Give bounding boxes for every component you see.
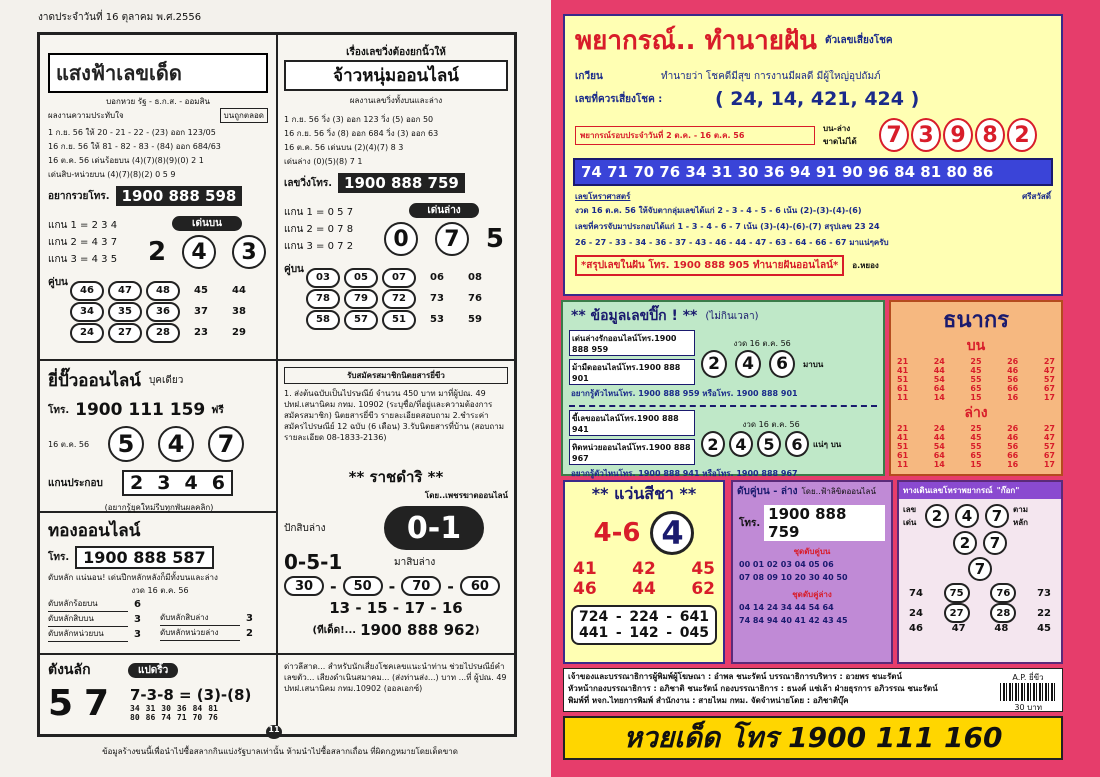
sub-label: มาสิบล่าง [394,556,436,568]
grid-cell: 65 [970,451,982,460]
grid-cell: 66 [1007,451,1019,460]
dream-block: พยากรณ์.. ทำนายฝัน ตัวเลขเสี่ยงโชค เกวียน ทำนายว่า โชคดีมีสุข การงานมีผลดี มีผู้ใหญ่อุปถัมภ์ เลขที่ควรเสี่ยงโชค : ( 24, 14, 421, 424 ) พยากรณ์รอบประจำวันที่ 2 ต.ค. - 16 ต.ค. 56 บน-ล่าง ขาดไม่ได้ 7 3 9 8 2 74 71 70 76 34 31 30 36 94 91 90 96 84 81 80 86 เลขโหราศาสตร์ ศรีสวัสดิ์ งวด 16 ต.ค. 56 ให้จับตากลุ่มเลขได้แก่ 2 - 3 - 4 - 5 - 6 เน้น (2)-(3)-(4)-(6) เลขที่ควรจับมาประกอบได้แก่ 1 - 3 - 4 - 6 - 7 เน้น (3)-(4)-(6)-(7) สรุปเลข 23 24 26 - 27 - 33 - 34 - 36 - 37 - 43 - 46 - 44 - 47 - 63 - 64 - 66 - 67 มาแน่ๆครับ *สรุปเลขในฝัน โทร. 1900 888 905 ทำนายฝันออนไลน์* อ.หยอง [563,14,1063,296]
box-desc: ดับหลัก แน่นอน! เด่นปีกหลักหลังก็มีทั้งบนและล่าง [48,573,218,582]
result-row: เด่นสิบ-หน่วยบน (4)(7)(8)(2) 0 5 9 [48,170,176,179]
box-date: 16 ต.ค. 56 [48,439,90,449]
lucky-label: เลขที่ควรเสี่ยงโชค : [575,93,663,105]
grid-cell: 16 [1007,460,1019,469]
grid-cell: 41 [897,366,909,375]
left-frame [37,32,517,737]
grid-cell: 41 [897,433,909,442]
grid-cell: 66 [1007,384,1019,393]
astro-line: 26 - 27 - 33 - 34 - 36 - 37 - 43 - 46 - 44 - 47 - 63 - 64 - 66 - 67 มาแน่ๆครับ [575,238,889,247]
box-subscribe [284,367,508,443]
pair-label: คู่บน [48,277,68,288]
big-digit-circle: 0 [384,222,418,256]
grid-cell: 25 [970,357,982,366]
box-note: (อยากรู้ยุคใหม่รีบทุกพันผลคลิก) [104,503,214,512]
box-title: ยี่ปั๊วออนไลน์ [48,371,141,391]
green-block: ** ข้อมูลเลขปิ๊ก ! ** (ไม่กินเวลา) เด่นล่างรักออนไลน์โทร.1900 888 959 ม้ามืดออนไลน์โทร.1900 888 901 งวด 16 ต.ค. 56 2 4 6 มาบน อยากรู้ตัวไหนโทร. 1900 888 959 หรือโทร. 1900 888 901 ขี้เลขออนไลน์โทร.1900 888 941 ทิดหน่วยออนไลน์โทร.1900 888 967 งวด 16 ต.ค. 56 2 4 5 6 แน่ๆ บน อยากรู้ตัวไหนโทร. 1900 888 941 หรือโทร. 1900 888 967 [561,300,885,476]
box-saengfah [48,53,268,343]
pair-label: คู่บน [284,264,304,275]
num-line: 13 - 15 - 17 - 16 [329,599,463,617]
up-grid [891,357,1061,402]
down-label: ล่าง [964,405,988,421]
top-label: ปักสิบล่าง [284,522,326,534]
box-sub: บอกหวย รัฐ - ธ.ก.ส. - ออมสิน [106,97,210,106]
result-row: เด่นล่าง (0)(5)(8) 7 1 [284,157,363,166]
grid-cell: 24 [933,424,945,433]
waensi-block: ** แว่นสีชา ** 4-6 4 41 42 45 46 44 62 724 - 224 - 641 441 - 142 - 045 [563,480,725,664]
grid-cell: 47 [1043,433,1055,442]
grid-row [897,451,1055,460]
grid-cell: 51 [897,375,909,384]
gang-row: แกน 2 = 4 3 7 [48,237,118,248]
grid-row [897,375,1055,384]
box-by: โดย..เพชรฆาตออนไลน์ [424,491,508,500]
grid-cell: 64 [933,451,945,460]
phone-number[interactable]: 1900 888 962 [360,621,475,639]
result-row: 16 ต.ค. 56 เด่นบน (2)(4)(7) 8 3 [284,143,404,152]
grid-cell: 11 [897,393,909,402]
big-digit-circle: 5 [108,426,144,462]
phone-number[interactable]: 1900 888 759 [764,505,885,541]
grid-cell: 76 [990,583,1016,603]
grid-row [897,393,1055,402]
highlight-pill: เด่นบน [172,216,242,231]
grid-cell: 21 [897,424,909,433]
big-digit-circle: 4 [158,426,194,462]
box-tag: บุคเดียว [148,375,184,386]
box-sub2: ผลงานความประทับใจ [48,111,124,120]
grid-cell: 26 [1007,424,1019,433]
astro-title: ทางเดินเลขโหราพยากรณ์ [903,486,993,495]
result-row: 16 ก.ย. 56 ให้ 81 - 82 - 83 - (84) ออก 684/63 [48,142,221,151]
lucky-numbers: ( 24, 14, 421, 424 ) [715,88,920,110]
box-sub: ผลงานเลขวิ่งทั้งบนและล่าง [349,96,443,105]
result-row: 1 ก.ย. 56 ให้ 20 - 21 - 22 - (23) ออก 123/05 [48,128,216,137]
big-digit: 5 [485,224,504,254]
summary: *สรุปเลขในฝัน โทร. 1900 888 905 ทำนายฝันออนไลน์* [575,255,844,276]
gang-row: แกน 3 = 4 3 5 [48,254,118,265]
gang-row: แกน 3 = 0 7 2 [284,241,354,252]
pairs-grid: 03 05 07 06 08 78 79 72 73 76 58 57 51 53 59 [306,267,508,330]
grid-cell: 54 [933,442,945,451]
grid-cell: 14 [933,393,945,402]
grid-cell: 27 [1043,357,1055,366]
box-thong: ทองออนไลน์ โทร. 1900 888 587 ดับหลัก แน่นอน! เด่นปีกหลักหลังก็มีทั้งบนและล่าง งวด 16 ต.ค. 56 ดับหลักร้อยบน 6 ดับหลักสิบบน 3 ดับหลักหน่วยบน 3 ดับหลักสิบล่าง 3 ดับหลักหน่วยล่าง 2 [48,517,272,642]
box-jaonum [284,45,508,330]
phone-number[interactable]: 1900 111 159 [75,400,206,420]
box-ratchadamri: ** ราชดำริ ** โดย..เพชรฆาตออนไลน์ ปักสิบล่าง 0-1 0-5-1 มาสิบล่าง 30 - 50 - 70 - 60 13 - 15 - 17 - 16 (ทีเด็ด!... 1900 888 962 ) [284,465,508,639]
gang-row: แกน 2 = 0 7 8 [284,224,354,235]
round-label: พยากรณ์รอบประจำวันที่ 2 ต.ค. - 16 ต.ค. 56 [575,126,815,145]
result-row: 16 ต.ค. 56 เด่นร้อยบน (4)(7)(8)(9)(0) 2 1 [48,156,204,165]
big-digit-circle: 3 [232,235,266,269]
box-tangnalak: ตังนลัก แปดริ้ว 5 7 7-3-8 = (3)-(8) 34 31 30 36 84 81 80 86 74 71 70 76 [48,659,272,724]
grid-cell: 47 [1043,366,1055,375]
date-header: งาดประจำวันที่ 16 ตุลาคม พ.ศ.2556 [38,12,202,23]
box-title: รับสมัครสมาชิกนิตยสารยี่ขีว [284,367,508,384]
grid-row [897,384,1055,393]
box-title: ** ราชดำริ ** [348,468,444,486]
grid-cell: 73 [1037,587,1051,599]
grid-cell: 22 [1037,607,1051,619]
big-digit-circle: 7 [435,222,469,256]
sri-label: ศรีสวัสดิ์ [1022,192,1051,201]
grid-cell: 56 [1007,442,1019,451]
dream-subtitle: ตัวเลขเสี่ยงโชค [824,35,893,46]
free-label: ฟรี [211,404,224,416]
result-row: 1 ก.ย. 56 วิ่ง (3) ออก 123 วิ่ง (5) ออก 50 [284,115,434,124]
phone-number[interactable]: 1900 888 759 [338,173,465,193]
box-title: ทองออนไลน์ [48,521,141,541]
gang-label: แกนประกอบ [48,477,103,489]
grid-cell: 45 [970,366,982,375]
result-row: 16 ก.ย. 56 วิ่ง (8) ออก 684 วิ่ง (3) ออก 63 [284,129,439,138]
box-yeepua: ยี่ปั๊วออนไลน์ บุคเดียว โทร. 1900 111 159 ฟรี 16 ต.ค. 56 5 4 7 แกนประกอบ 2 3 4 6 (อยากรู้ยุคใหม่รีบทุกพันผลคลิก) [48,367,270,514]
page-number: 11 [266,725,282,739]
astro-line: เลขที่ควรจับมาประกอบได้แก่ 1 - 3 - 4 - 6 - 7 เน้น (3)-(4)-(6)-(7) สรุปเลข 23 24 [575,222,880,231]
green-title: ** ข้อมูลเลขปิ๊ก ! ** [571,308,698,324]
dream-text: ทำนายว่า โชคดีมีสุข การงานมีผลดี มีผู้ใหญ่อุปถัมภ์ [661,71,881,82]
astro-grid [899,581,1061,636]
grid-cell: 44 [933,433,945,442]
grid-row [909,603,1051,623]
grid-cell: 24 [933,357,945,366]
highlight-pill: แปดริ้ว [128,663,178,678]
call-label: อยากรวยโทร. [48,190,110,202]
dub-by: โดย..ฟ้าลิขิตออนไลน์ [801,487,876,496]
grid-cell: 56 [1007,375,1019,384]
grid-row [909,623,1051,634]
grid-row [897,357,1055,366]
grid-cell: 21 [897,357,909,366]
call-label: โทร. [48,404,70,416]
grid-cell: 15 [970,393,982,402]
grid-cell: 64 [933,384,945,393]
gang-row: แกน 1 = 0 5 7 [284,207,354,218]
grid-cell: 15 [970,460,982,469]
highlight-pill: เด่นล่าง [409,203,479,218]
price-label: 30 บาท [1014,703,1042,712]
barcode-icon [1000,683,1056,701]
grid-row [909,583,1051,603]
grid-cell: 16 [1007,393,1019,402]
grid-cell: 55 [970,442,982,451]
updown-label: บน-ล่าง [823,124,851,133]
grid-cell: 46 [909,623,923,634]
up-label: บน [966,338,986,354]
waensi-title: ** แว่นสีชา ** [591,484,697,503]
credits-block: เจ้าของและบรรณาธิการผู้พิมพ์ผู้โฆษณา : อำพล ชนะรัตน์ บรรณาธิการบริหาร : อวยพร ชนะรัตน์ หัวหน้ากองบรรณาธิการ : อภิชาติ ชนะรัตน์ กองบรรณาธิการ : ธนงค์ แซ่เล้า ฝ่ายธุรการ อภิวรรณ ชนะรัตน์ พิมพ์ที่ หจก.ไทยการพิมพ์ สำนักงาน : สายไหม กทม. จัดจำหน่ายโดย : อภิชาติบุ๊ค A.P. ยี่ขีว 30 บาท [563,668,1063,712]
grid-cell: 61 [897,384,909,393]
box-text: 1. ส่งต้นฉบับเป็นไปรษณีย์ จำนวน 450 บาท มาที่ผู้ปณ. 49 ปทฝ.เสนานิคม กทม. 10902 (ระบุชื่อ/ที่อยู่และความต้องการสมัครสมาชิก) นิตยสารยี่ขีว รายละเอียดสอบถาม 2.ชำระค่าสมัครไปรษณีย์ 12 ฉบับ (6 เดือน) 3.รับนิตยสารที่บ้าน (สอบถามรายละเอียด 08-1833-2136) [284,389,505,442]
dub-pair-block: ดับคู่บน - ล่าง โดย..ฟ้าลิขิตออนไลน์ โทร. 1900 888 759 ชุดดับคู่บน 00 01 02 03 04 05 06 07 08 09 10 20 30 40 50 ชุดดับคู่ล่าง 04 14 24 34 44 54 64 74 84 94 40 41 42 43 45 [731,480,893,664]
grid-cell: 55 [970,375,982,384]
call-label: เลขวิ่งโทร. [284,177,333,189]
grid-cell: 45 [970,433,982,442]
miss-label: ขาดไม่ได้ [823,137,857,146]
grid-cell: 54 [933,375,945,384]
grid-cell: 28 [990,603,1016,623]
grid-cell: 24 [909,607,923,619]
box-title-2: จ้าวหนุ่มออนไลน์ [284,60,508,91]
grid-row [897,460,1055,469]
line-number: 0-5-1 [284,550,343,574]
footer-banner [563,716,1063,760]
footer-text[interactable]: หวยเด็ด โทร 1900 111 160 [623,721,1003,754]
dream-title: พยากรณ์.. ทำนายฝัน [575,26,817,56]
grid-cell: 51 [897,442,909,451]
call-label: โทร. [48,552,70,563]
grid-cell: 47 [951,623,966,634]
grid-cell: 46 [1007,433,1019,442]
grid-row [897,424,1055,433]
box-notice: ด่าวลีสาด... สำหรับนักเสี่ยงโชคเลขแนะนำท่าน ช่วยไปรษณีย์คำเลขตัว... เสียงดำเนินสมาคม... (ส่งท่านส่ง...) บาท ...ที่ ผู้ปณ. 49 ปทฝ.เสนานิคม กทม.10902 (ออลเอกซ์) [284,662,507,693]
dhanakorn-title: ธนากร [943,308,1009,333]
grid-cell: 61 [897,451,909,460]
line-number: 7-3-8 = (3)-(8) [130,685,252,704]
box-tag: บนถูกตลอด [220,108,268,123]
grid-cell: 74 [909,587,923,599]
big-digit-circle: 7 [208,426,244,462]
grid-row [897,366,1055,375]
grid-cell: 46 [1007,366,1019,375]
dub-title: ดับคู่บน - ล่าง [737,486,798,497]
waensi-circle: 4 [650,511,694,555]
box-date: งวด 16 ต.ค. 56 [131,586,189,595]
pairs-grid: 46 47 48 45 44 34 35 36 37 38 24 27 28 23 29 [70,280,268,343]
grid-cell: 67 [1043,451,1055,460]
left-footer: ข้อมูลร้างขนนี้เพื่อนำไปซื้อสลากกินแบ่งรัฐบาลเท่านั้น ห้ามนำไปซื้อสลากเถื่อน ที่ผิดกฎหมายโดยเด็ดขาด [102,747,458,756]
astro-path-block: ทางเดินเลขโหราพยากรณ์ "ก๊อก" เลข เด่น 2 4 7 ตาม หลัก 2 7 7 74 75 76 73 24 27 28 22 46 47 48 45 [897,480,1063,664]
grid-cell: 75 [944,583,970,603]
grid-cell: 14 [933,460,945,469]
logo-label: A.P. ยี่ขีว [1012,673,1044,682]
phone-number[interactable]: 1900 888 598 [116,186,243,206]
box-title: ตังนลัก [48,662,91,678]
grid-cell: 67 [1043,384,1055,393]
box-title: เรื่องเลขวิ่งต้องยกนิ้วให้ [346,47,446,58]
by-label: อ.หยอง [852,261,879,270]
dhanakorn-block [889,300,1063,476]
astro-line: งวด 16 ต.ค. 56 ให้จับตากลุ่มเลขได้แก่ 2 - 3 - 4 - 5 - 6 เน้น (2)-(3)-(4)-(6) [575,206,862,215]
grid-cell: 44 [933,366,945,375]
dream-label: เกวียน [575,71,603,82]
grid-cell: 25 [970,424,982,433]
waensi-line: 4-6 [593,518,641,548]
grid-row [897,442,1055,451]
grid-cell: 45 [1037,623,1051,634]
grid-cell: 26 [1007,357,1019,366]
number-strip: 74 71 70 76 34 31 30 36 94 91 90 96 84 81 80 86 [573,158,1053,186]
grid-cell: 65 [970,384,982,393]
big-digit: 2 [148,237,167,267]
grid-cell: 27 [944,603,970,623]
big-digit-circle: 4 [182,235,216,269]
box-title: แสงฟ้าเลขเด็ด [48,53,268,93]
gang-row: แกน 1 = 2 3 4 [48,220,118,231]
phone-number[interactable]: 1900 888 587 [75,546,213,569]
grid-cell: 57 [1043,442,1055,451]
right-page [551,0,1100,777]
grid-cell: 17 [1043,393,1055,402]
grid-cell: 27 [1043,424,1055,433]
grid-row [897,433,1055,442]
grid-cell: 11 [897,460,909,469]
down-grid [891,424,1061,469]
grid-cell: 57 [1043,375,1055,384]
green-title-2: (ไม่กินเวลา) [705,310,759,322]
grid-cell: 17 [1043,460,1055,469]
astro-label: เลขโหราศาสตร์ [575,192,631,201]
big-number: 0-1 [384,506,484,550]
grid-cell: 48 [994,623,1009,634]
